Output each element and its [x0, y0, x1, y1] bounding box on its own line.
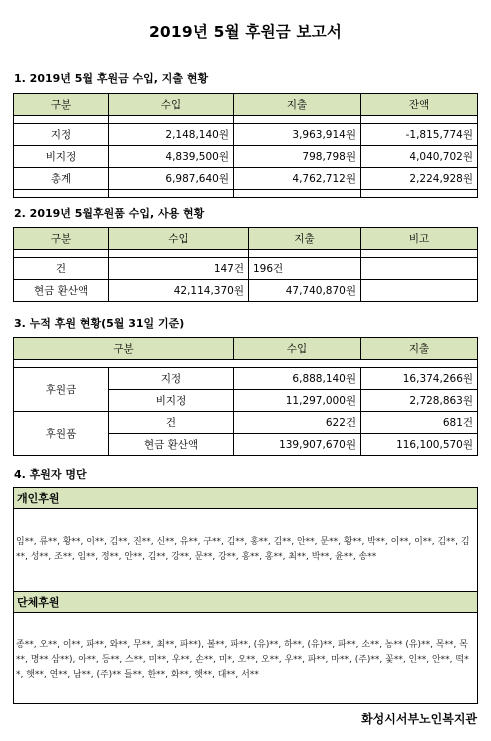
spacer-row [14, 190, 478, 198]
group-donor-heading: 단체후원 [14, 591, 477, 613]
table-cell [361, 280, 478, 302]
section1-table [13, 93, 478, 198]
spacer-row [14, 360, 478, 368]
col-header: 지출 [234, 94, 361, 116]
table-cell: 지정 [14, 124, 109, 146]
section1-heading: 1. 2019년 5월 후원금 수입, 지출 현황 [14, 72, 209, 85]
table-cell: 4,040,702원 [361, 146, 478, 168]
table-cell: 6,888,140원 [234, 368, 361, 390]
table-cell: 16,374,266원 [361, 368, 478, 390]
spacer-row [14, 116, 478, 124]
individual-donor-heading: 개인후원 [14, 487, 477, 509]
col-header: 수입 [234, 338, 361, 360]
table-cell: 건 [109, 412, 234, 434]
table-cell [361, 258, 478, 280]
table-cell: 147건 [109, 258, 249, 280]
group-label: 후원금 [14, 368, 109, 412]
table-cell: 6,987,640원 [109, 168, 234, 190]
col-header: 비고 [361, 228, 478, 250]
table-cell: 지정 [109, 368, 234, 390]
table-row [14, 168, 478, 190]
section3-table [13, 337, 478, 456]
col-header: 구분 [14, 228, 109, 250]
table-cell: 총계 [14, 168, 109, 190]
col-header: 구분 [14, 94, 109, 116]
section3-heading: 3. 누적 후원 현황(5월 31일 기준) [14, 317, 185, 330]
table-cell: 건 [14, 258, 109, 280]
table-cell: 139,907,670원 [234, 434, 361, 456]
table-cell: 2,148,140원 [109, 124, 234, 146]
table-cell: 현금 환산액 [109, 434, 234, 456]
col-header: 수입 [109, 228, 249, 250]
col-header: 지출 [249, 228, 361, 250]
table-cell: 2,224,928원 [361, 168, 478, 190]
table-cell: 비지정 [14, 146, 109, 168]
table-cell: 116,100,570원 [361, 434, 478, 456]
table-header-row [14, 228, 478, 250]
section2-heading: 2. 2019년 5월후원품 수입, 사용 현황 [14, 207, 205, 220]
table-cell: 2,728,863원 [361, 390, 478, 412]
table-cell: 798,798원 [234, 146, 361, 168]
table-cell: 47,740,870원 [249, 280, 361, 302]
group-label: 후원품 [14, 412, 109, 456]
table-cell: 비지정 [109, 390, 234, 412]
donor-list-box [13, 487, 478, 704]
col-header: 구분 [14, 338, 234, 360]
table-cell: -1,815,774원 [361, 124, 478, 146]
table-cell: 4,762,712원 [234, 168, 361, 190]
table-row [14, 124, 478, 146]
table-row [14, 146, 478, 168]
page-title: 2019년 5월 후원금 보고서 [148, 23, 343, 41]
individual-donor-list: 임**, 류**, 황**, 이**, 김**, 진**, 신**, 유**, 구**, 김**, 홍**, 김**, 안**, 문**, 황**, 박**, 이**, 이**, 김**, 김**, 성**, 조**, 임**, 정**, 안**, 김**, 강**, 문**, 강**, 홍**, 홍**, 최**, 박**, 윤**, 송** [16, 537, 470, 562]
organization-name: 화성시서부노인복지관 [361, 712, 477, 726]
table-cell: 196건 [249, 258, 361, 280]
table-cell: 11,297,000원 [234, 390, 361, 412]
table-row [14, 258, 478, 280]
table-header-row [14, 338, 478, 360]
section2-table [13, 227, 478, 302]
col-header: 수입 [109, 94, 234, 116]
table-cell: 현금 환산액 [14, 280, 109, 302]
spacer-row [14, 250, 478, 258]
table-cell: 4,839,500원 [109, 146, 234, 168]
col-header: 지출 [361, 338, 478, 360]
section4-heading: 4. 후원자 명단 [14, 468, 87, 481]
table-cell: 42,114,370원 [109, 280, 249, 302]
table-header-row [14, 94, 478, 116]
table-row [14, 412, 478, 434]
table-row [14, 368, 478, 390]
group-donor-list: 종**, 오**, 이**, 파**, 와**, 무**, 최**, 파**), 볼**, 파**, (유)**, 하**, (유)**, 파**, 소**, 농** (유)**, 목**, 목**, 명** 삼**), 아**, 등**, 스**, 미**, 우**, 손**, 미*, 오**, 오**, 우**, 파**, 마**, (주)**, 꽃**, 인**, 안**, 떡**, 햇**, 연**, 남**, (주)** 들**, 한**, 화**, 햇**, 대**, 서** [16, 640, 469, 680]
table-row [14, 280, 478, 302]
table-cell: 681건 [361, 412, 478, 434]
table-cell: 3,963,914원 [234, 124, 361, 146]
table-cell: 622건 [234, 412, 361, 434]
col-header: 잔액 [361, 94, 478, 116]
